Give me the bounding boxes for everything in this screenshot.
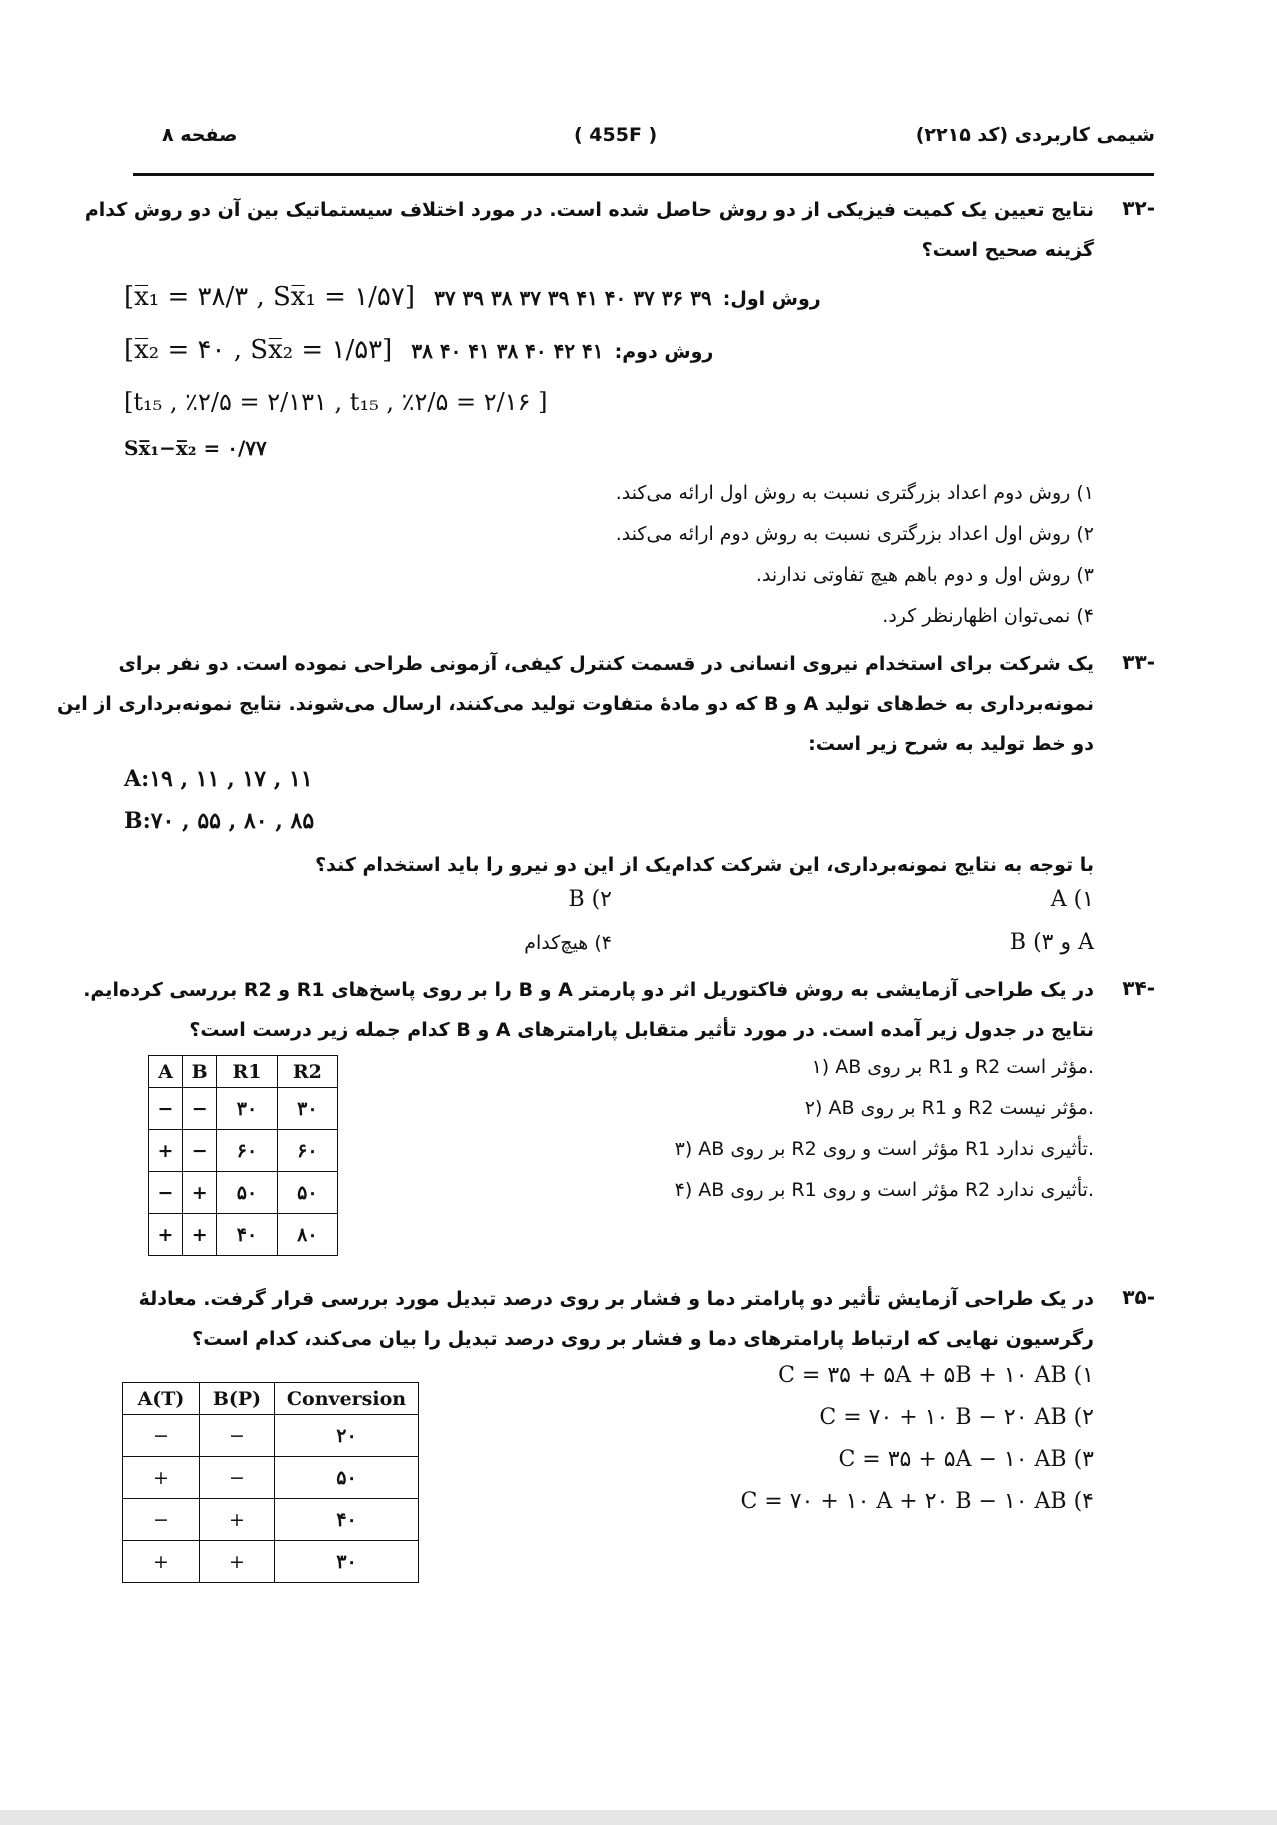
q33-text-line2: نمونه‌برداری به خط‌های تولید A و B که دو مادهٔ متفاوت تولید می‌کنند، ارسال می‌شوند. نتایج نمونه‌برداری از این [56, 693, 1094, 715]
table-row [149, 1172, 338, 1214]
table-cell: − [149, 1088, 183, 1130]
q35-option-2[interactable]: C = ۷۰ + ۱۰ B − ۲۰ AB (۲ [819, 1405, 1094, 1430]
q34-table [148, 1055, 338, 1256]
table-cell: ۴۰ [275, 1499, 419, 1541]
table-cell: − [123, 1415, 200, 1457]
q32-number: -۳۲ [1122, 196, 1155, 220]
q35-text-line2: رگرسیون نهایی که ارتباط پارامترهای دما و فشار بر روی درصد تبدیل را بیان می‌کند، کدام است؟ [192, 1328, 1094, 1350]
q34-option-3[interactable]: ۳) AB بر روی R2 مؤثر است و روی R1 تأثیری ندارد. [674, 1138, 1094, 1160]
q34-text-line2: نتایج در جدول زیر آمده است. در مورد تأثیر متقابل پارامترهای A و B کدام جمله زیر درست است؟ [189, 1019, 1094, 1041]
table-cell: ۸۰ [277, 1214, 337, 1256]
q34-col-r1: R1 [217, 1056, 277, 1088]
q32-s-diff: Sx̅₁−x̅₂ = ۰/۷۷ [124, 436, 267, 460]
table-cell: + [200, 1499, 275, 1541]
table-cell: − [200, 1457, 275, 1499]
q35-option-4[interactable]: C = ۷۰ + ۱۰ A + ۲۰ B − ۱۰ AB (۴ [740, 1489, 1094, 1514]
table-cell: − [149, 1172, 183, 1214]
q34-text-line1: در یک طراحی آزمایشی به روش فاکتوریل اثر دو پارمتر A و B را بر روی پاسخ‌های R1 و R2 بررسی کرده‌ایم. [83, 979, 1094, 1001]
table-cell: − [200, 1415, 275, 1457]
q35-text-line1: در یک طراحی آزمایش تأثیر دو پارامتر دما و فشار بر روی درصد تبدیل مورد بررسی قرار گرفت. معادلهٔ [138, 1288, 1094, 1310]
q33-option-1[interactable]: A (۱ [1050, 887, 1094, 912]
q32-option-2[interactable]: ۲) روش اول اعداد بزرگتری نسبت به روش دوم ارائه می‌کند. [615, 523, 1094, 545]
header-divider [133, 173, 1154, 176]
table-cell: ۵۰ [277, 1172, 337, 1214]
q33-line-b: B:۷۰ , ۵۵ , ۸۰ , ۸۵ [124, 808, 315, 834]
table-cell: − [183, 1130, 217, 1172]
q32-t-values: [t₁₅ , ٪۲/۵ = ۲/۱۳۱ , t₁₅ , ٪۲/۵ = ۲/۱۶ ] [124, 388, 548, 416]
q32-method2-values: ۳۸ ۴۰ ۴۱ ۳۸ ۴۰ ۴۲ ۴۱ [411, 339, 604, 363]
table-cell: ۳۰ [277, 1088, 337, 1130]
table-row [149, 1214, 338, 1256]
exam-title: شیمی کاربردی (کد ۲۲۱۵) [915, 124, 1155, 146]
table-cell: + [183, 1172, 217, 1214]
q34-col-b: B [183, 1056, 217, 1088]
table-cell: + [200, 1541, 275, 1583]
table-row [123, 1457, 419, 1499]
q32-method1-label: :روش اول [722, 288, 821, 310]
q34-number: -۳۴ [1122, 976, 1155, 1000]
q35-col-conversion: Conversion [275, 1383, 419, 1415]
q32-method2-label: :روش دوم [614, 341, 714, 363]
q34-option-2[interactable]: ۲) AB بر روی R1 و R2 مؤثر نیست. [804, 1097, 1094, 1119]
q33-option-2[interactable]: B (۲ [568, 887, 612, 912]
page-footer-strip [0, 1810, 1277, 1825]
q33-text-line3: دو خط تولید به شرح زیر است: [808, 733, 1094, 755]
table-cell: + [183, 1214, 217, 1256]
q32-method1-row [124, 282, 821, 312]
exam-code: ( 455F ) [574, 124, 658, 146]
q35-col-b: B(P) [200, 1383, 275, 1415]
table-row [149, 1130, 338, 1172]
table-cell: + [149, 1130, 183, 1172]
q35-number: -۳۵ [1122, 1285, 1155, 1309]
q35-col-a: A(T) [123, 1383, 200, 1415]
table-cell: − [183, 1088, 217, 1130]
q35-option-3[interactable]: C = ۳۵ + ۵A − ۱۰ AB (۳ [838, 1447, 1094, 1472]
q34-col-r2: R2 [277, 1056, 337, 1088]
q32-text-line1: نتایج تعیین یک کمیت فیزیکی از دو روش حاصل شده است. در مورد اختلاف سیستماتیک بین آن دو روش کدام [84, 199, 1094, 221]
q32-option-1[interactable]: ۱) روش دوم اعداد بزرگتری نسبت به روش اول ارائه می‌کند. [615, 482, 1094, 504]
q34-option-1[interactable]: ۱) AB بر روی R1 و R2 مؤثر است. [811, 1056, 1094, 1078]
table-cell: − [123, 1499, 200, 1541]
q33-question: با توجه به نتایج نمونه‌برداری، این شرکت کدام‌یک از این دو نیرو را باید استخدام کند؟ [315, 854, 1094, 876]
q33-text-line1: یک شرکت برای استخدام نیروی انسانی در قسمت کنترل کیفی، آزمونی طراحی نموده است. دو نفر برای [118, 653, 1094, 675]
q35-table [122, 1382, 419, 1583]
q34-option-4[interactable]: ۴) AB بر روی R1 مؤثر است و روی R2 تأثیری ندارد. [674, 1179, 1094, 1201]
q33-option-3[interactable]: A و B (۳ [1009, 930, 1094, 955]
q32-method1-stats: [x̅₁ = ۳۸/۳ , Sx̅₁ = ۱/۵۷] [124, 282, 416, 312]
q35-option-1[interactable]: C = ۳۵ + ۵A + ۵B + ۱۰ AB (۱ [778, 1363, 1094, 1388]
q32-text-line2: گزینه صحیح است؟ [921, 239, 1094, 261]
q35-table-header [123, 1383, 419, 1415]
table-row [123, 1499, 419, 1541]
q32-method2-row [124, 335, 713, 365]
table-cell: ۵۰ [275, 1457, 419, 1499]
q32-option-4[interactable]: ۴) نمی‌توان اظهارنظر کرد. [882, 605, 1094, 627]
table-row [123, 1415, 419, 1457]
q32-option-3[interactable]: ۳) روش اول و دوم باهم هیچ تفاوتی ندارند. [755, 564, 1094, 586]
q33-line-a: A:۱۹ , ۱۱ , ۱۷ , ۱۱ [124, 766, 313, 792]
q33-number: -۳۳ [1122, 650, 1155, 674]
table-cell: + [149, 1214, 183, 1256]
table-cell: ۶۰ [277, 1130, 337, 1172]
table-cell: ۳۰ [217, 1088, 277, 1130]
table-cell: ۵۰ [217, 1172, 277, 1214]
table-row [123, 1541, 419, 1583]
table-cell: ۲۰ [275, 1415, 419, 1457]
page-number: صفحه ۸ [162, 124, 238, 146]
table-cell: ۶۰ [217, 1130, 277, 1172]
q32-method1-values: ۳۷ ۳۹ ۳۸ ۳۷ ۳۹ ۴۱ ۴۰ ۳۷ ۳۶ ۳۹ [434, 286, 712, 310]
q32-method2-stats: [x̅₂ = ۴۰ , Sx̅₂ = ۱/۵۳] [124, 335, 393, 365]
table-row [149, 1088, 338, 1130]
table-cell: ۴۰ [217, 1214, 277, 1256]
table-cell: ۳۰ [275, 1541, 419, 1583]
table-cell: + [123, 1541, 200, 1583]
q33-option-4[interactable]: ۴) هیچ‌کدام [524, 932, 612, 954]
q34-col-a: A [149, 1056, 183, 1088]
table-cell: + [123, 1457, 200, 1499]
q34-table-header [149, 1056, 338, 1088]
